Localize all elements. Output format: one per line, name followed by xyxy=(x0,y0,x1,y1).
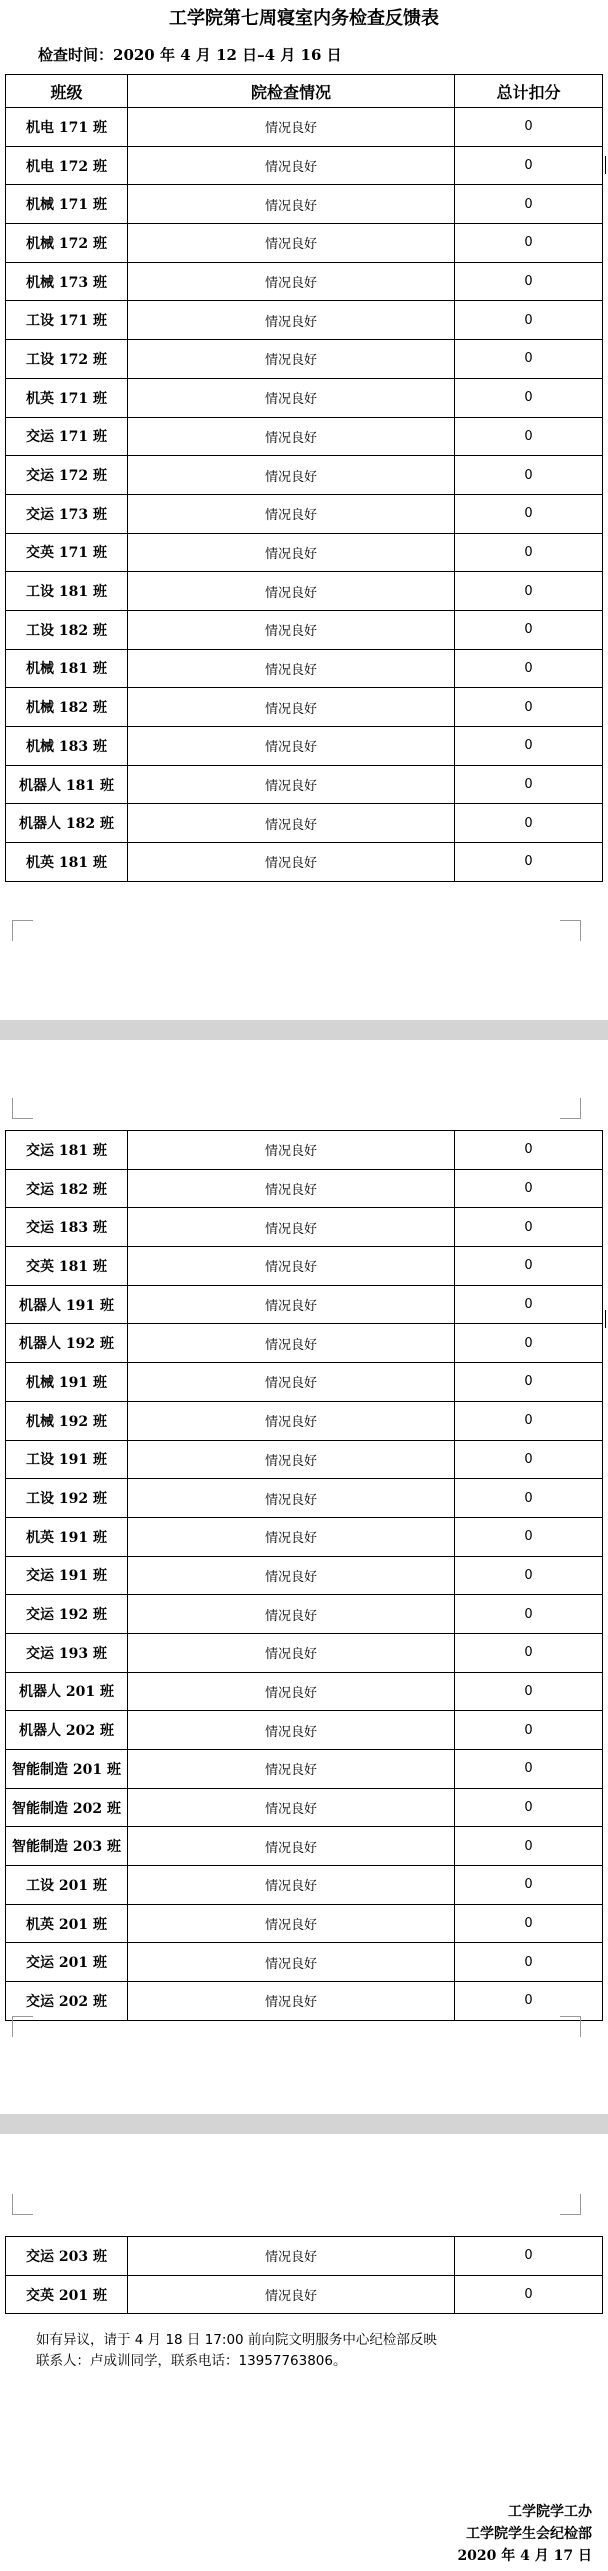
inspection-table-2 xyxy=(5,1130,603,2021)
score-cell: 0 xyxy=(455,1169,603,1208)
table-row xyxy=(6,1479,603,1518)
score-cell: 0 xyxy=(455,610,603,649)
table-row xyxy=(6,1247,603,1286)
table-row xyxy=(6,610,603,649)
condition-cell: 情况良好 xyxy=(128,1788,455,1827)
condition-cell: 情况良好 xyxy=(128,533,455,572)
class-cell: 交英 171 班 xyxy=(6,533,128,572)
condition-cell: 情况良好 xyxy=(128,1556,455,1595)
score-cell: 0 xyxy=(455,2237,603,2276)
class-cell: 工设 181 班 xyxy=(6,572,128,611)
class-cell: 工设 182 班 xyxy=(6,610,128,649)
class-cell: 工设 191 班 xyxy=(6,1440,128,1479)
score-cell: 0 xyxy=(455,765,603,804)
condition-cell: 情况良好 xyxy=(128,378,455,417)
condition-cell: 情况良好 xyxy=(128,649,455,688)
header-class: 班级 xyxy=(6,75,128,108)
condition-cell: 情况良好 xyxy=(128,262,455,301)
class-cell: 机械 171 班 xyxy=(6,185,128,224)
table-row xyxy=(6,146,603,185)
inspection-table-1 xyxy=(5,74,603,882)
page-separator xyxy=(0,2114,608,2134)
class-cell: 机械 172 班 xyxy=(6,224,128,263)
table-row xyxy=(6,1131,603,1170)
condition-cell: 情况良好 xyxy=(128,1208,455,1247)
score-cell: 0 xyxy=(455,1943,603,1982)
table-row xyxy=(6,108,603,147)
table-row xyxy=(6,727,603,766)
condition-cell: 情况良好 xyxy=(128,1943,455,1982)
table-row xyxy=(6,1672,603,1711)
class-cell: 机英 181 班 xyxy=(6,843,128,882)
condition-cell: 情况良好 xyxy=(128,1247,455,1286)
page-corner-mark xyxy=(560,1098,581,1119)
page-corner-mark xyxy=(560,2194,581,2215)
condition-cell: 情况良好 xyxy=(128,1479,455,1518)
condition-cell: 情况良好 xyxy=(128,1131,455,1170)
condition-cell: 情况良好 xyxy=(128,1517,455,1556)
class-cell: 机器人 201 班 xyxy=(6,1672,128,1711)
condition-cell: 情况良好 xyxy=(128,843,455,882)
table-row xyxy=(6,804,603,843)
score-cell: 0 xyxy=(455,1479,603,1518)
table-row xyxy=(6,1169,603,1208)
condition-cell: 情况良好 xyxy=(128,1904,455,1943)
score-cell: 0 xyxy=(455,146,603,185)
class-cell: 工设 192 班 xyxy=(6,1479,128,1518)
condition-cell: 情况良好 xyxy=(128,185,455,224)
table-row xyxy=(6,1517,603,1556)
table-row xyxy=(6,1324,603,1363)
condition-cell: 情况良好 xyxy=(128,1363,455,1402)
score-cell: 0 xyxy=(455,1401,603,1440)
class-cell: 交英 181 班 xyxy=(6,1247,128,1286)
condition-cell: 情况良好 xyxy=(128,1827,455,1866)
class-cell: 机械 183 班 xyxy=(6,727,128,766)
condition-cell: 情况良好 xyxy=(128,2275,455,2314)
condition-cell: 情况良好 xyxy=(128,108,455,147)
table-row xyxy=(6,378,603,417)
class-cell: 机械 181 班 xyxy=(6,649,128,688)
class-cell: 交运 173 班 xyxy=(6,494,128,533)
class-cell: 交运 172 班 xyxy=(6,456,128,495)
table-row xyxy=(6,1750,603,1789)
condition-cell: 情况良好 xyxy=(128,2237,455,2276)
condition-cell: 情况良好 xyxy=(128,224,455,263)
score-cell: 0 xyxy=(455,649,603,688)
condition-cell: 情况良好 xyxy=(128,1672,455,1711)
signature-date: 2020 年 4 月 17 日 xyxy=(457,2548,592,2564)
condition-cell: 情况良好 xyxy=(128,1324,455,1363)
table-row xyxy=(6,1556,603,1595)
table-row xyxy=(6,1401,603,1440)
table-row xyxy=(6,1595,603,1634)
signature-org-1: 工学院学工办 xyxy=(508,2504,592,2520)
table-row xyxy=(6,301,603,340)
score-cell: 0 xyxy=(455,108,603,147)
score-cell: 0 xyxy=(455,494,603,533)
class-cell: 工设 201 班 xyxy=(6,1866,128,1905)
condition-cell: 情况良好 xyxy=(128,1982,455,2021)
table-row xyxy=(6,1711,603,1750)
table-row xyxy=(6,262,603,301)
class-cell: 机械 191 班 xyxy=(6,1363,128,1402)
table-row xyxy=(6,1982,603,2021)
condition-cell: 情况良好 xyxy=(128,804,455,843)
table-row xyxy=(6,1943,603,1982)
table-row xyxy=(6,1827,603,1866)
table-row xyxy=(6,417,603,456)
class-cell: 机械 192 班 xyxy=(6,1401,128,1440)
class-cell: 交运 201 班 xyxy=(6,1943,128,1982)
score-cell: 0 xyxy=(455,1633,603,1672)
score-cell: 0 xyxy=(455,1517,603,1556)
margin-mark xyxy=(605,1310,606,1328)
class-cell: 机械 182 班 xyxy=(6,688,128,727)
condition-cell: 情况良好 xyxy=(128,1633,455,1672)
table-row xyxy=(6,533,603,572)
class-cell: 机械 173 班 xyxy=(6,262,128,301)
class-cell: 机英 201 班 xyxy=(6,1904,128,1943)
page-title: 工学院第七周寝室内务检查反馈表 xyxy=(169,8,439,29)
condition-cell: 情况良好 xyxy=(128,610,455,649)
table-row xyxy=(6,1208,603,1247)
condition-cell: 情况良好 xyxy=(128,1440,455,1479)
class-cell: 机器人 182 班 xyxy=(6,804,128,843)
score-cell: 0 xyxy=(455,1672,603,1711)
table-row xyxy=(6,572,603,611)
condition-cell: 情况良好 xyxy=(128,340,455,379)
condition-cell: 情况良好 xyxy=(128,572,455,611)
score-cell: 0 xyxy=(455,1285,603,1324)
class-cell: 智能制造 202 班 xyxy=(6,1788,128,1827)
document-page-3 xyxy=(0,2134,608,2571)
score-cell: 0 xyxy=(455,1247,603,1286)
class-cell: 机器人 202 班 xyxy=(6,1711,128,1750)
table-header-row xyxy=(6,75,603,108)
document-page-1 xyxy=(0,0,608,1020)
document-page-2 xyxy=(0,1040,608,2114)
score-cell: 0 xyxy=(455,1595,603,1634)
table-row xyxy=(6,340,603,379)
table-row xyxy=(6,2237,603,2276)
score-cell: 0 xyxy=(455,378,603,417)
class-cell: 交运 202 班 xyxy=(6,1982,128,2021)
score-cell: 0 xyxy=(455,804,603,843)
page-corner-mark xyxy=(12,2016,33,2037)
condition-cell: 情况良好 xyxy=(128,727,455,766)
class-cell: 交运 203 班 xyxy=(6,2237,128,2276)
table-row xyxy=(6,2275,603,2314)
signature-org-2: 工学院学生会纪检部 xyxy=(466,2526,592,2542)
page-corner-mark xyxy=(12,1098,33,1119)
condition-cell: 情况良好 xyxy=(128,494,455,533)
condition-cell: 情况良好 xyxy=(128,456,455,495)
table-row xyxy=(6,688,603,727)
score-cell: 0 xyxy=(455,340,603,379)
class-cell: 机器人 181 班 xyxy=(6,765,128,804)
class-cell: 机电 171 班 xyxy=(6,108,128,147)
score-cell: 0 xyxy=(455,1788,603,1827)
page-separator xyxy=(0,1020,608,1040)
table-row xyxy=(6,1633,603,1672)
table-row xyxy=(6,494,603,533)
score-cell: 0 xyxy=(455,688,603,727)
table-row xyxy=(6,224,603,263)
table-row xyxy=(6,649,603,688)
score-cell: 0 xyxy=(455,1750,603,1789)
condition-cell: 情况良好 xyxy=(128,417,455,456)
score-cell: 0 xyxy=(455,533,603,572)
table-row xyxy=(6,185,603,224)
class-cell: 机电 172 班 xyxy=(6,146,128,185)
score-cell: 0 xyxy=(455,1208,603,1247)
table-row xyxy=(6,1866,603,1905)
objection-note: 如有异议，请于 4 月 18 日 17:00 前向院文明服务中心纪检部反映 xyxy=(36,2332,437,2348)
table-row xyxy=(6,456,603,495)
page-corner-mark xyxy=(12,920,33,941)
score-cell: 0 xyxy=(455,1363,603,1402)
condition-cell: 情况良好 xyxy=(128,688,455,727)
score-cell: 0 xyxy=(455,301,603,340)
score-cell: 0 xyxy=(455,1711,603,1750)
score-cell: 0 xyxy=(455,1904,603,1943)
margin-mark xyxy=(605,156,606,174)
class-cell: 机英 171 班 xyxy=(6,378,128,417)
score-cell: 0 xyxy=(455,2275,603,2314)
header-condition: 院检查情况 xyxy=(128,75,455,108)
condition-cell: 情况良好 xyxy=(128,1595,455,1634)
condition-cell: 情况良好 xyxy=(128,1711,455,1750)
score-cell: 0 xyxy=(455,417,603,456)
table-row xyxy=(6,1904,603,1943)
page-corner-mark xyxy=(560,920,581,941)
inspection-period: 检查时间：2020 年 4 月 12 日–4 月 16 日 xyxy=(38,46,342,64)
score-cell: 0 xyxy=(455,456,603,495)
table-row xyxy=(6,843,603,882)
table-row xyxy=(6,1363,603,1402)
class-cell: 智能制造 203 班 xyxy=(6,1827,128,1866)
score-cell: 0 xyxy=(455,572,603,611)
score-cell: 0 xyxy=(455,1556,603,1595)
condition-cell: 情况良好 xyxy=(128,1285,455,1324)
condition-cell: 情况良好 xyxy=(128,1750,455,1789)
inspection-table-3 xyxy=(5,2236,603,2314)
header-score: 总计扣分 xyxy=(455,75,603,108)
class-cell: 智能制造 201 班 xyxy=(6,1750,128,1789)
score-cell: 0 xyxy=(455,185,603,224)
table-row xyxy=(6,1788,603,1827)
score-cell: 0 xyxy=(455,262,603,301)
score-cell: 0 xyxy=(455,1440,603,1479)
contact-note: 联系人：卢成训同学，联系电话：13957763806。 xyxy=(36,2353,347,2369)
class-cell: 交运 183 班 xyxy=(6,1208,128,1247)
class-cell: 机器人 191 班 xyxy=(6,1285,128,1324)
class-cell: 机英 191 班 xyxy=(6,1517,128,1556)
class-cell: 交运 182 班 xyxy=(6,1169,128,1208)
signature-block xyxy=(457,2501,592,2567)
score-cell: 0 xyxy=(455,1866,603,1905)
table-row xyxy=(6,765,603,804)
class-cell: 工设 172 班 xyxy=(6,340,128,379)
class-cell: 交运 191 班 xyxy=(6,1556,128,1595)
condition-cell: 情况良好 xyxy=(128,146,455,185)
score-cell: 0 xyxy=(455,1131,603,1170)
score-cell: 0 xyxy=(455,1827,603,1866)
score-cell: 0 xyxy=(455,1982,603,2021)
score-cell: 0 xyxy=(455,843,603,882)
condition-cell: 情况良好 xyxy=(128,1401,455,1440)
condition-cell: 情况良好 xyxy=(128,1169,455,1208)
score-cell: 0 xyxy=(455,1324,603,1363)
class-cell: 交运 192 班 xyxy=(6,1595,128,1634)
class-cell: 交英 201 班 xyxy=(6,2275,128,2314)
class-cell: 交运 181 班 xyxy=(6,1131,128,1170)
class-cell: 机器人 192 班 xyxy=(6,1324,128,1363)
class-cell: 交运 171 班 xyxy=(6,417,128,456)
table-row xyxy=(6,1285,603,1324)
page-corner-mark xyxy=(12,2194,33,2215)
condition-cell: 情况良好 xyxy=(128,1866,455,1905)
page-corner-mark xyxy=(560,2016,581,2037)
score-cell: 0 xyxy=(455,727,603,766)
condition-cell: 情况良好 xyxy=(128,765,455,804)
class-cell: 工设 171 班 xyxy=(6,301,128,340)
score-cell: 0 xyxy=(455,224,603,263)
condition-cell: 情况良好 xyxy=(128,301,455,340)
class-cell: 交运 193 班 xyxy=(6,1633,128,1672)
table-row xyxy=(6,1440,603,1479)
